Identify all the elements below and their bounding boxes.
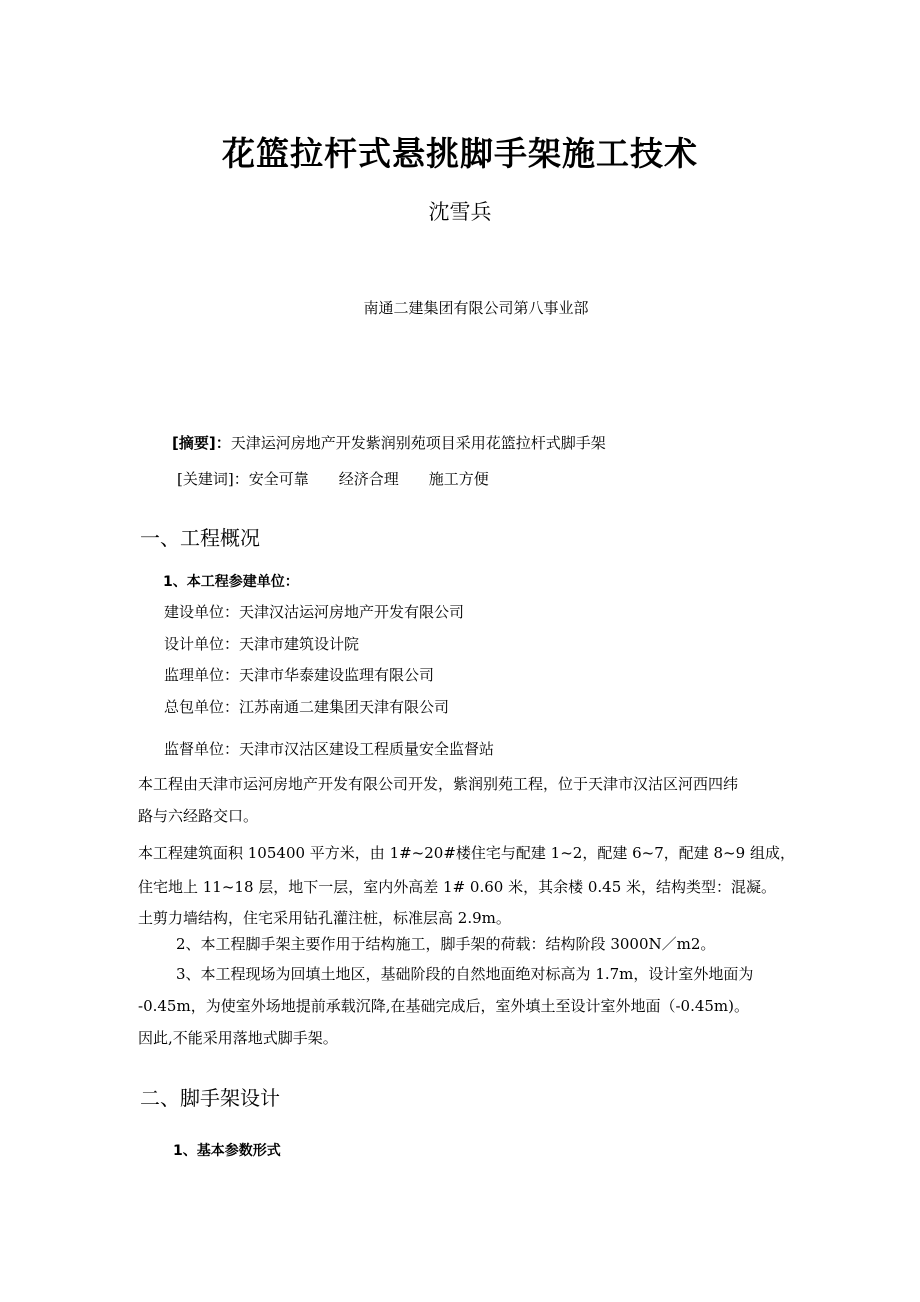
body-paragraph-line: 土剪力墙结构，住宅采用钻孔灌注桩，标准层高 2.9m。 xyxy=(138,909,511,927)
section-heading-1: 一、工程概况 xyxy=(140,526,260,550)
organization-name: 南通二建集团有限公司第八事业部 xyxy=(363,299,589,317)
subsection-heading-basic-params: 1、基本参数形式 xyxy=(173,1143,281,1159)
body-paragraph-line: 住宅地上 11~18 层，地下一层，室内外高差 1# 0.60 米，其余楼 0.45 米，结构类型：混凝。 xyxy=(138,878,777,896)
keywords-label: [关建词]： xyxy=(177,470,249,488)
item-3-line: 因此,不能采用落地式脚手架。 xyxy=(138,1029,338,1047)
body-paragraph-line: 本工程由天津市运河房地产开发有限公司开发，紫润别苑工程，位于天津市汉沽区河西四纬 xyxy=(138,775,739,793)
keyword-item: 施工方便 xyxy=(428,470,489,488)
subsection-heading-participants: 1、本工程参建单位： xyxy=(163,574,299,590)
keyword-item: 安全可靠 xyxy=(248,470,309,488)
item-3-line: 3、本工程现场为回填土地区，基础阶段的自然地面绝对标高为 1.7m，设计室外地面为 xyxy=(176,965,754,983)
body-paragraph-line: 路与六经路交口。 xyxy=(138,807,259,825)
unit-line-supervisor: 监理单位：天津市华泰建设监理有限公司 xyxy=(164,666,435,684)
unit-line-client: 建设单位：天津汉沽运河房地产开发有限公司 xyxy=(164,603,465,621)
abstract-label: [摘要]： xyxy=(172,434,231,452)
body-paragraph-line: 本工程建筑面积 105400 平方米，由 1#~20#楼住宅与配建 1~2，配建 6~7，配建 8~9 组成， xyxy=(138,844,795,862)
author-name: 沈雪兵 xyxy=(428,200,492,224)
keyword-item: 经济合理 xyxy=(338,470,399,488)
unit-line-designer: 设计单位：天津市建筑设计院 xyxy=(164,635,360,653)
document-title: 花篮拉杆式悬挑脚手架施工技术 xyxy=(222,134,698,173)
section-heading-2: 二、脚手架设计 xyxy=(140,1086,280,1110)
abstract xyxy=(172,432,606,453)
unit-line-contractor: 总包单位：江苏南通二建集团天津有限公司 xyxy=(164,698,450,716)
keywords xyxy=(177,468,489,489)
abstract-text: 天津运河房地产开发紫润别苑项目采用花篮拉杆式脚手架 xyxy=(230,434,606,452)
unit-line-inspector: 监督单位：天津市汉沽区建设工程质量安全监督站 xyxy=(164,740,495,758)
item-2-text: 2、本工程脚手架主要作用于结构施工，脚手架的荷载：结构阶段 3000N／m2。 xyxy=(176,935,716,953)
item-3-line: -0.45m，为使室外场地提前承载沉降,在基础完成后，室外填土至设计室外地面（-0.45m)。 xyxy=(138,997,750,1015)
